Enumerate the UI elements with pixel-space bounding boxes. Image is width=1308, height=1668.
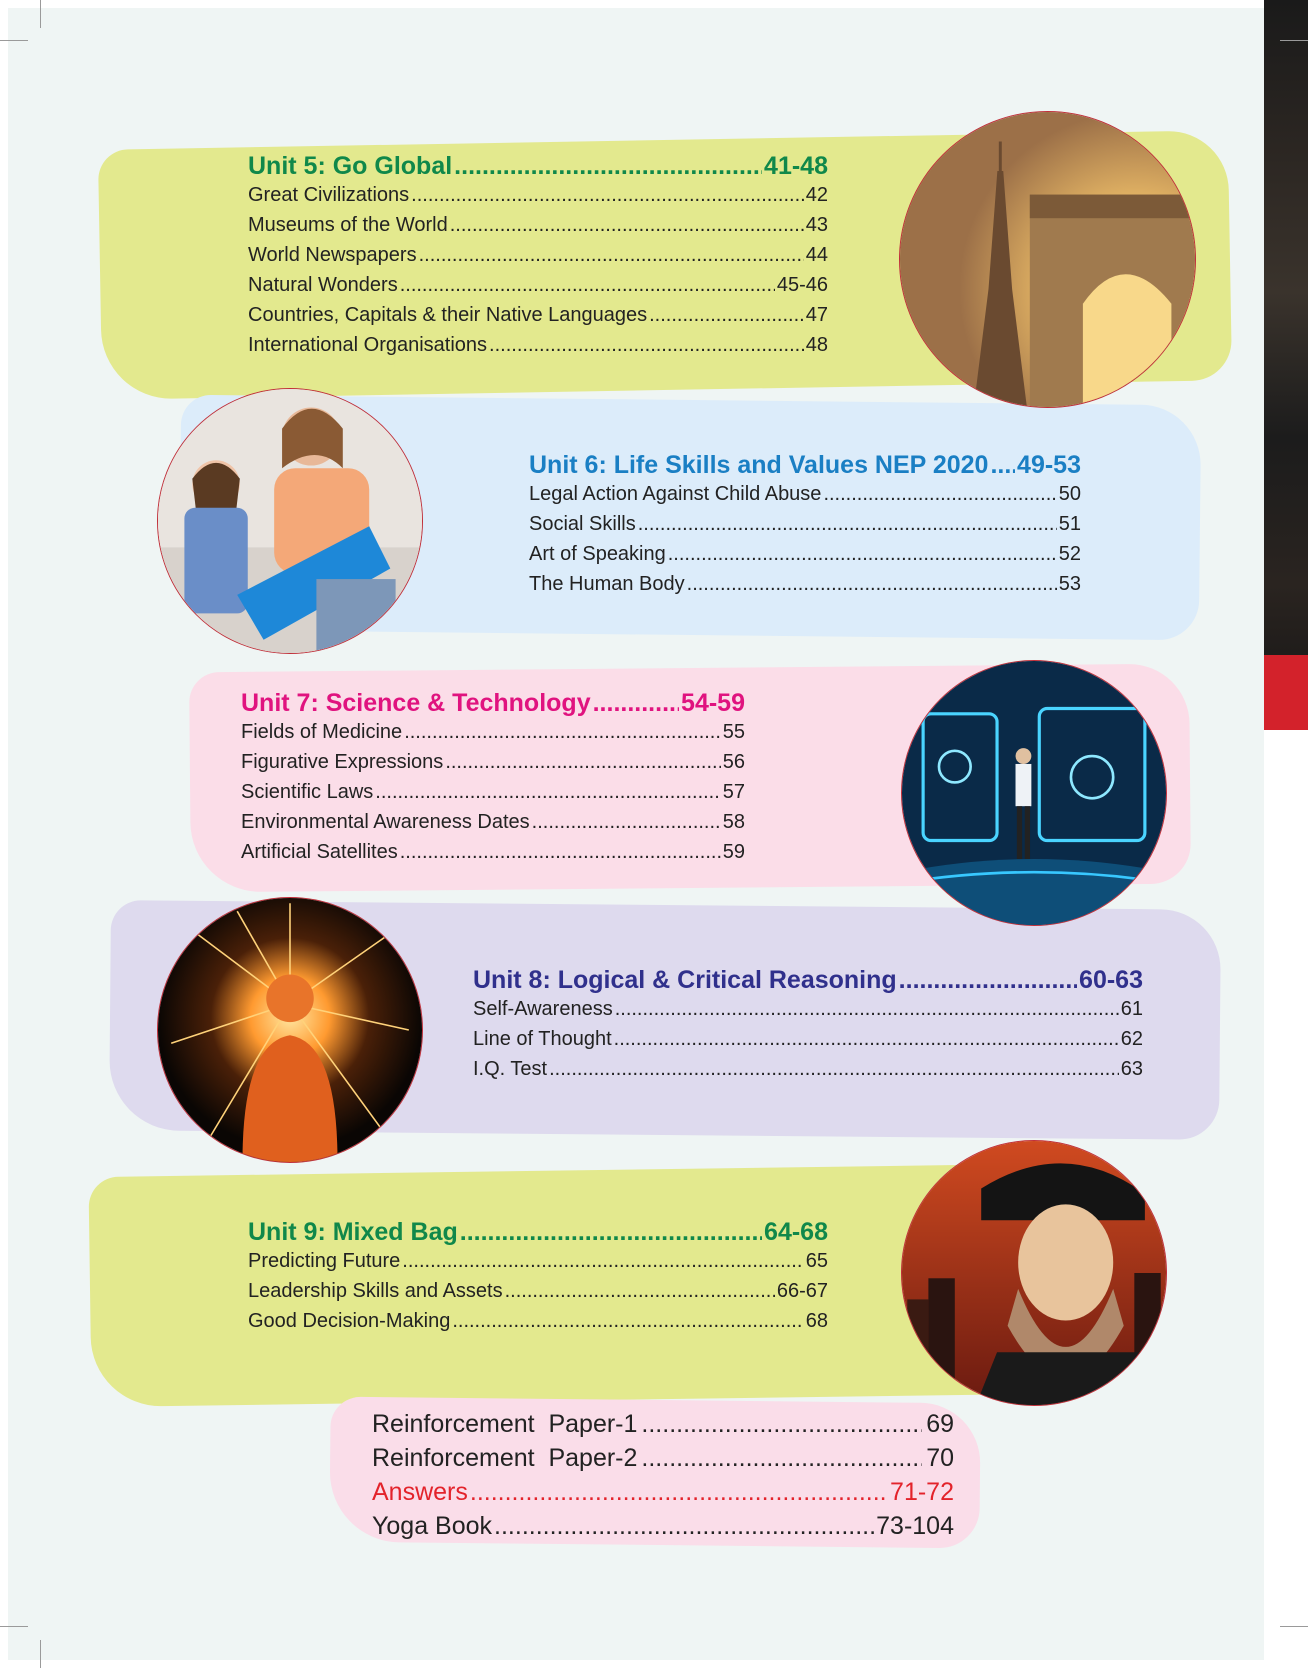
entry-label: Countries, Capitals & their Native Languages (248, 304, 648, 326)
dot-leader (549, 1058, 1119, 1081)
entry-page: 52 (1058, 543, 1081, 565)
entry-label: Museums of the World (248, 214, 448, 236)
entry-page: 68 (805, 1310, 828, 1332)
unit-title: Unit 5: Go Global (248, 152, 453, 180)
unit5-section (248, 152, 828, 364)
entry-page: 61 (1120, 998, 1143, 1020)
unit6-title-row[interactable] (529, 451, 1081, 480)
crop-mark (40, 1640, 41, 1668)
entry-page: 53 (1058, 573, 1081, 595)
crop-mark (0, 1626, 28, 1627)
toc-entry[interactable] (529, 483, 1081, 513)
toc-entry-paper-1[interactable] (372, 1410, 954, 1444)
entry-page: 63 (1120, 1058, 1143, 1080)
entry-page: 73-104 (876, 1512, 954, 1540)
toc-entry[interactable] (241, 811, 745, 841)
entry-label: Great Civilizations (248, 184, 410, 206)
dot-leader (638, 513, 1057, 536)
entry-label: Scientific Laws (241, 781, 374, 803)
dot-leader (687, 573, 1057, 596)
entry-label: Predicting Future (248, 1250, 401, 1272)
toc-entry[interactable] (248, 304, 828, 334)
unit-pages: 60-63 (1079, 966, 1143, 994)
scientist-digital-interface-photo (901, 660, 1167, 926)
entry-page: 42 (805, 184, 828, 206)
entry-label: Fields of Medicine (241, 721, 403, 743)
toc-entry[interactable] (248, 244, 828, 274)
dot-leader (450, 214, 804, 237)
entry-page: 50 (1058, 483, 1081, 505)
entry-label: Legal Action Against Child Abuse (529, 483, 822, 505)
dot-leader (649, 304, 804, 327)
entry-label: Figurative Expressions (241, 751, 444, 773)
entry-page: 56 (722, 751, 745, 773)
entry-label: Leadership Skills and Assets (248, 1280, 503, 1302)
unit-title: Unit 9: Mixed Bag (248, 1218, 458, 1246)
dot-leader (445, 751, 720, 774)
toc-entry-paper-2[interactable] (372, 1444, 954, 1478)
crop-mark (40, 0, 41, 28)
dot-leader (614, 1028, 1119, 1051)
unit-pages: 41-48 (764, 152, 828, 180)
entry-page: 66-67 (776, 1280, 828, 1302)
entry-label: Art of Speaking (529, 543, 666, 565)
unit-title: Unit 8: Logical & Critical Reasoning (473, 966, 897, 994)
unit9-section (248, 1218, 828, 1340)
entry-page: 58 (722, 811, 745, 833)
toc-entry[interactable] (248, 1250, 828, 1280)
entry-page: 70 (926, 1444, 954, 1472)
entry-label: Reinforcement Paper-1 (372, 1410, 638, 1438)
toc-entry[interactable] (248, 334, 828, 364)
entry-page: 45-46 (776, 274, 828, 296)
dot-leader (419, 244, 804, 267)
entry-page: 44 (805, 244, 828, 266)
entry-label: Reinforcement Paper-2 (372, 1444, 638, 1472)
entry-label: Natural Wonders (248, 274, 398, 296)
edge-strip (1264, 0, 1308, 730)
dot-leader (375, 781, 720, 804)
unit9-title-row[interactable] (248, 1218, 828, 1247)
entry-label: Line of Thought (473, 1028, 612, 1050)
entry-page: 65 (805, 1250, 828, 1272)
thinking-silhouette-sparks-photo (157, 897, 423, 1163)
entry-label: Self-Awareness (473, 998, 613, 1020)
toc-entry-answers[interactable] (372, 1478, 954, 1512)
crop-mark (1280, 40, 1308, 41)
dot-leader (668, 543, 1057, 566)
toc-entry[interactable] (529, 573, 1081, 603)
dot-leader (400, 841, 721, 864)
dot-leader (400, 274, 775, 297)
toc-entry[interactable] (473, 1028, 1143, 1058)
dot-leader (454, 152, 762, 181)
dot-leader (615, 998, 1119, 1021)
toc-entry[interactable] (248, 1310, 828, 1340)
toc-entry[interactable] (241, 841, 745, 871)
dot-leader (404, 721, 721, 744)
toc-entry[interactable] (241, 751, 745, 781)
unit7-title-row[interactable] (241, 689, 745, 718)
entry-page: 43 (805, 214, 828, 236)
toc-entry[interactable] (248, 184, 828, 214)
unit7-section (241, 689, 745, 871)
dot-leader (460, 1218, 762, 1247)
toc-entry[interactable] (248, 1280, 828, 1310)
toc-entry[interactable] (241, 781, 745, 811)
dot-leader (470, 1478, 888, 1507)
dot-leader (593, 689, 679, 718)
toc-entry[interactable] (529, 543, 1081, 573)
dot-leader (641, 1410, 922, 1439)
toc-entry-yoga-book[interactable] (372, 1512, 954, 1546)
unit-pages: 64-68 (764, 1218, 828, 1246)
entry-page: 71-72 (890, 1478, 954, 1506)
unit6-section (529, 451, 1081, 603)
dot-leader (990, 451, 1015, 480)
entry-page: 57 (722, 781, 745, 803)
entry-label: World Newspapers (248, 244, 417, 266)
dot-leader (505, 1280, 775, 1303)
unit-title: Unit 6: Life Skills and Values NEP 2020 (529, 451, 989, 479)
unit8-title-row[interactable] (473, 966, 1143, 995)
entry-page: 69 (926, 1410, 954, 1438)
crop-mark (1280, 1626, 1308, 1627)
entry-label: The Human Body (529, 573, 685, 595)
toc-entry[interactable] (473, 1058, 1143, 1088)
crop-mark (0, 40, 28, 41)
toc-entry[interactable] (241, 721, 745, 751)
dot-leader (823, 483, 1056, 506)
entry-page: 55 (722, 721, 745, 743)
entry-label: Environmental Awareness Dates (241, 811, 530, 833)
edge-red-tab (1264, 655, 1308, 730)
dot-leader (532, 811, 721, 834)
toc-entry[interactable] (529, 513, 1081, 543)
unit-title: Unit 7: Science & Technology (241, 689, 591, 717)
entry-label: Social Skills (529, 513, 636, 535)
entry-label: Good Decision-Making (248, 1310, 451, 1332)
unit-pages: 49-53 (1017, 451, 1081, 479)
final-section (372, 1410, 954, 1546)
unit8-section (473, 966, 1143, 1088)
entry-page: 51 (1058, 513, 1081, 535)
dot-leader (489, 334, 804, 357)
entry-label: International Organisations (248, 334, 488, 356)
toc-entry[interactable] (248, 274, 828, 304)
entry-page: 48 (805, 334, 828, 356)
dot-leader (899, 966, 1077, 995)
toc-entry[interactable] (248, 214, 828, 244)
dot-leader (411, 184, 804, 207)
unit5-title-row[interactable] (248, 152, 828, 181)
entry-label: Answers (372, 1478, 468, 1506)
toc-entry[interactable] (473, 998, 1143, 1028)
entry-page: 62 (1120, 1028, 1143, 1050)
dot-leader (402, 1250, 803, 1273)
nostradamus-portrait-photo (901, 1140, 1167, 1406)
entry-label: Yoga Book (372, 1512, 493, 1540)
dot-leader (641, 1444, 922, 1473)
entry-page: 59 (722, 841, 745, 863)
mother-reading-to-child-photo (157, 388, 423, 654)
entry-label: Artificial Satellites (241, 841, 398, 863)
unit-pages: 54-59 (681, 689, 745, 717)
dot-leader (494, 1512, 874, 1541)
dot-leader (452, 1310, 803, 1333)
eiffel-tower-arc-de-triomphe-photo (899, 111, 1196, 408)
entry-label: I.Q. Test (473, 1058, 548, 1080)
entry-page: 47 (805, 304, 828, 326)
